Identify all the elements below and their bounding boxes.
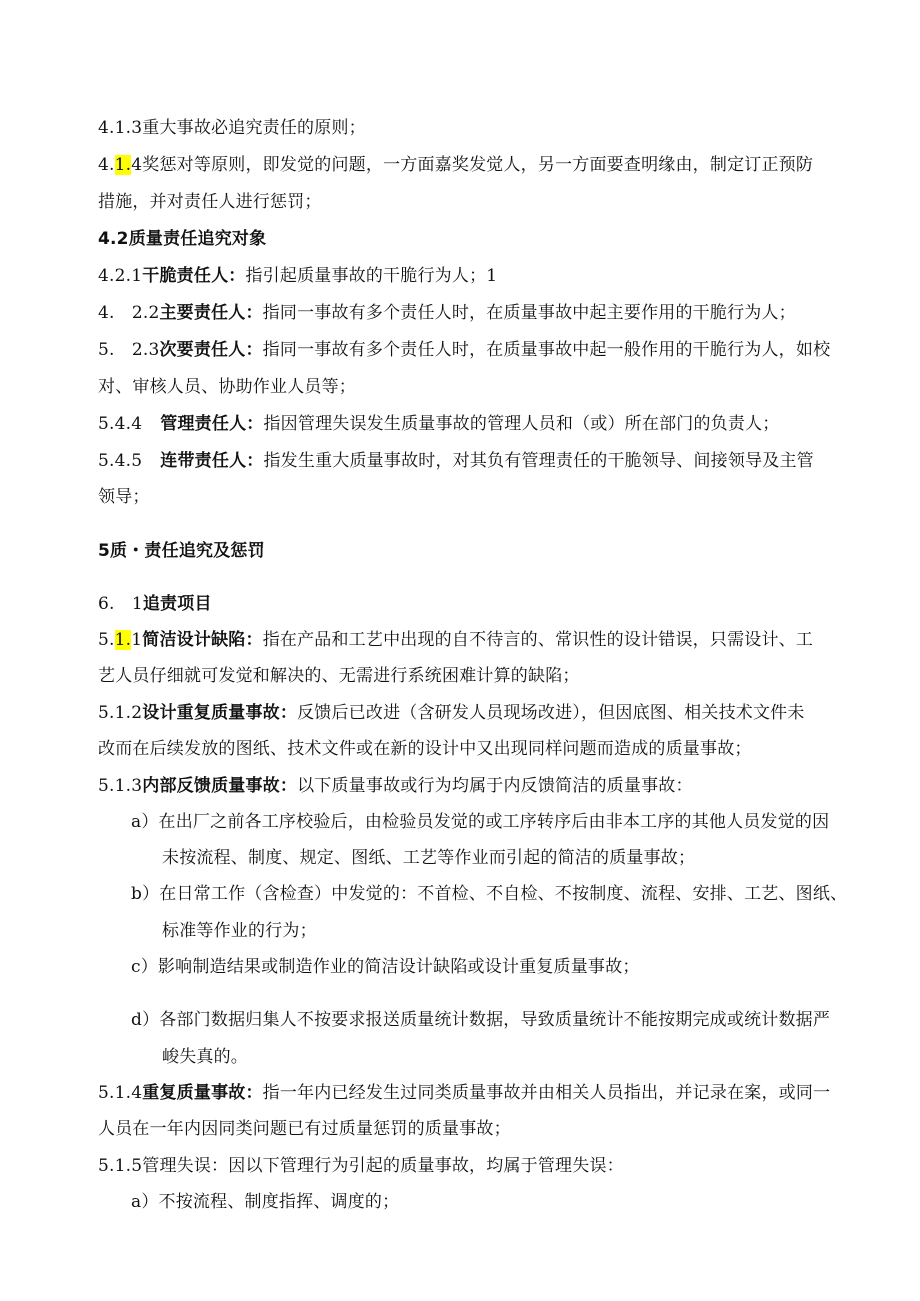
clause-text: 4.1.3重大事故必追究责任的原则； — [98, 118, 366, 138]
clause-4-2-2 — [98, 301, 796, 325]
clause-number: 5.1.2 — [98, 703, 143, 723]
clause-4-2-1 — [98, 264, 497, 288]
clause-5-1-5 — [98, 1154, 624, 1178]
list-item-text: d）各部门数据归集人不按要求报送质量统计数据，导致质量统计不能按期完成或统计数据严 — [131, 1010, 831, 1030]
highlighted-text: 1. — [114, 630, 132, 650]
heading-text: 追责项目 — [142, 594, 212, 614]
list-item-a-cont — [162, 846, 695, 870]
list-item-text: b）在日常工作（含检查）中发觉的：不首检、不自检、不按制度、流程、安排、工艺、图纸、 — [131, 884, 848, 904]
clause-text: 人员在一年内因同类问题已有过质量惩罚的质量事故； — [98, 1119, 511, 1139]
clause-number: 5. — [98, 630, 115, 650]
term-label: 管理责任人： — [160, 414, 264, 434]
clause-text: 指一年内已经发生过同类质量事故并由相关人员指出，并记录在案，或同一 — [262, 1083, 831, 1103]
term-label: 次要责任人： — [159, 340, 263, 360]
term-label: 内部反馈质量事故： — [142, 776, 298, 796]
clause-number: 4. 2.2 — [98, 303, 160, 323]
clause-text: 以下质量事故或行为均属于内反馈简洁的质量事故： — [297, 776, 693, 796]
clause-text: 改而在后续发放的图纸、技术文件或在新的设计中又出现同样问题而造成的质量事故； — [98, 739, 752, 759]
clause-text: 领导； — [98, 487, 150, 507]
clause-4-1-3 — [98, 116, 366, 140]
clause-4-1-4-cont — [98, 190, 322, 214]
highlighted-text: 1. — [114, 155, 132, 175]
heading-text: 5质・责任追究及惩罚 — [98, 541, 265, 561]
list-item-text: 标准等作业的行为； — [162, 921, 317, 941]
term-label: 干脆责任人： — [142, 266, 246, 286]
clause-5-1-4 — [98, 1081, 830, 1105]
clause-text: 艺人员仔细就可发觉和解决的、无需进行系统困难计算的缺陷； — [98, 666, 580, 686]
clause-5-1-1-cont — [98, 664, 580, 688]
clause-5-1-1 — [98, 628, 813, 652]
clause-5-1-2-cont — [98, 737, 752, 761]
list-item-b — [131, 882, 847, 906]
clause-text: 指同一事故有多个责任人时，在质量事故中起一般作用的干脆行为人，如校 — [262, 340, 831, 360]
clause-text: 指在产品和工艺中出现的自不待言的、常识性的设计错误，只需设计、工 — [262, 630, 814, 650]
clause-number: 6. 1 — [98, 594, 143, 614]
list-item-text: 未按流程、制度、规定、图纸、工艺等作业而引起的简洁的质量事故； — [162, 848, 696, 868]
clause-5-2-3 — [98, 338, 830, 362]
clause-5-2-3-cont — [98, 375, 356, 399]
clause-text: 指引起质量事故的干脆行为人；1 — [245, 266, 498, 286]
clause-text: 指同一事故有多个责任人时，在质量事故中起主要作用的干脆行为人； — [262, 303, 796, 323]
term-label: 连带责任人： — [160, 451, 264, 471]
clause-text: 5.1.5管理失误：因以下管理行为引起的质量事故，均属于管理失误： — [98, 1156, 624, 1176]
list-item-d — [131, 1008, 830, 1032]
clause-5-4-5 — [98, 449, 814, 473]
section-heading-4-2 — [98, 227, 266, 251]
clause-number: 5.4.4 — [98, 414, 143, 434]
section-heading-6-1 — [98, 592, 212, 616]
clause-number: 1 — [131, 630, 143, 650]
clause-text: 反馈后已改进（含研发人员现场改进），但因底图、相关技术文件未 — [297, 703, 805, 723]
clause-text: 指发生重大质量事故时，对其负有管理责任的干脆领导、间接领导及主管 — [263, 451, 814, 471]
list-item-b-cont — [162, 919, 317, 943]
clause-number: 4.2.1 — [98, 266, 143, 286]
clause-text: 措施，并对责任人进行惩罚； — [98, 192, 322, 212]
term-label: 主要责任人： — [159, 303, 263, 323]
term-label: 设计重复质量事故： — [142, 703, 298, 723]
clause-number: 4. — [98, 155, 115, 175]
clause-number: 5.1.3 — [98, 776, 143, 796]
clause-5-1-2 — [98, 701, 805, 725]
clause-text: 4奖惩对等原则，即发觉的问题，一方面嘉奖发觉人，另一方面要查明缘由，制定订正预防 — [131, 155, 814, 175]
section-heading-5 — [98, 539, 265, 563]
clause-5-1-3 — [98, 774, 693, 798]
clause-5-4-5-cont — [98, 485, 150, 509]
list-item-text: c）影响制造结果或制造作业的简洁设计缺陷或设计重复质量事故； — [131, 957, 640, 977]
clause-number: 5. 2.3 — [98, 340, 160, 360]
clause-5-1-4-cont — [98, 1117, 511, 1141]
term-label: 重复质量事故： — [142, 1083, 263, 1103]
clause-5-4-4 — [98, 412, 779, 436]
clause-text: 指因管理失误发生质量事故的管理人员和（或）所在部门的负责人； — [263, 414, 780, 434]
list-item-d-cont — [162, 1045, 248, 1069]
clause-4-1-4 — [98, 153, 813, 177]
list-item-a — [131, 810, 829, 834]
clause-text: 对、审核人员、协助作业人员等； — [98, 377, 356, 397]
clause-number: 5.1.4 — [98, 1083, 143, 1103]
clause-number: 5.4.5 — [98, 451, 143, 471]
list-item-text: a）不按流程、制度指挥、调度的； — [131, 1192, 400, 1212]
term-label: 简洁设计缺陷： — [142, 630, 263, 650]
list-item-text: 峻失真的。 — [162, 1047, 248, 1067]
list-item-text: a）在出厂之前各工序校验后，由检验员发觉的或工序转序后由非本工序的其他人员发觉的因 — [131, 812, 830, 832]
list-item-c — [131, 955, 640, 979]
list-item-a-2 — [131, 1190, 399, 1214]
heading-text: 4.2质量责任追究对象 — [98, 229, 267, 249]
